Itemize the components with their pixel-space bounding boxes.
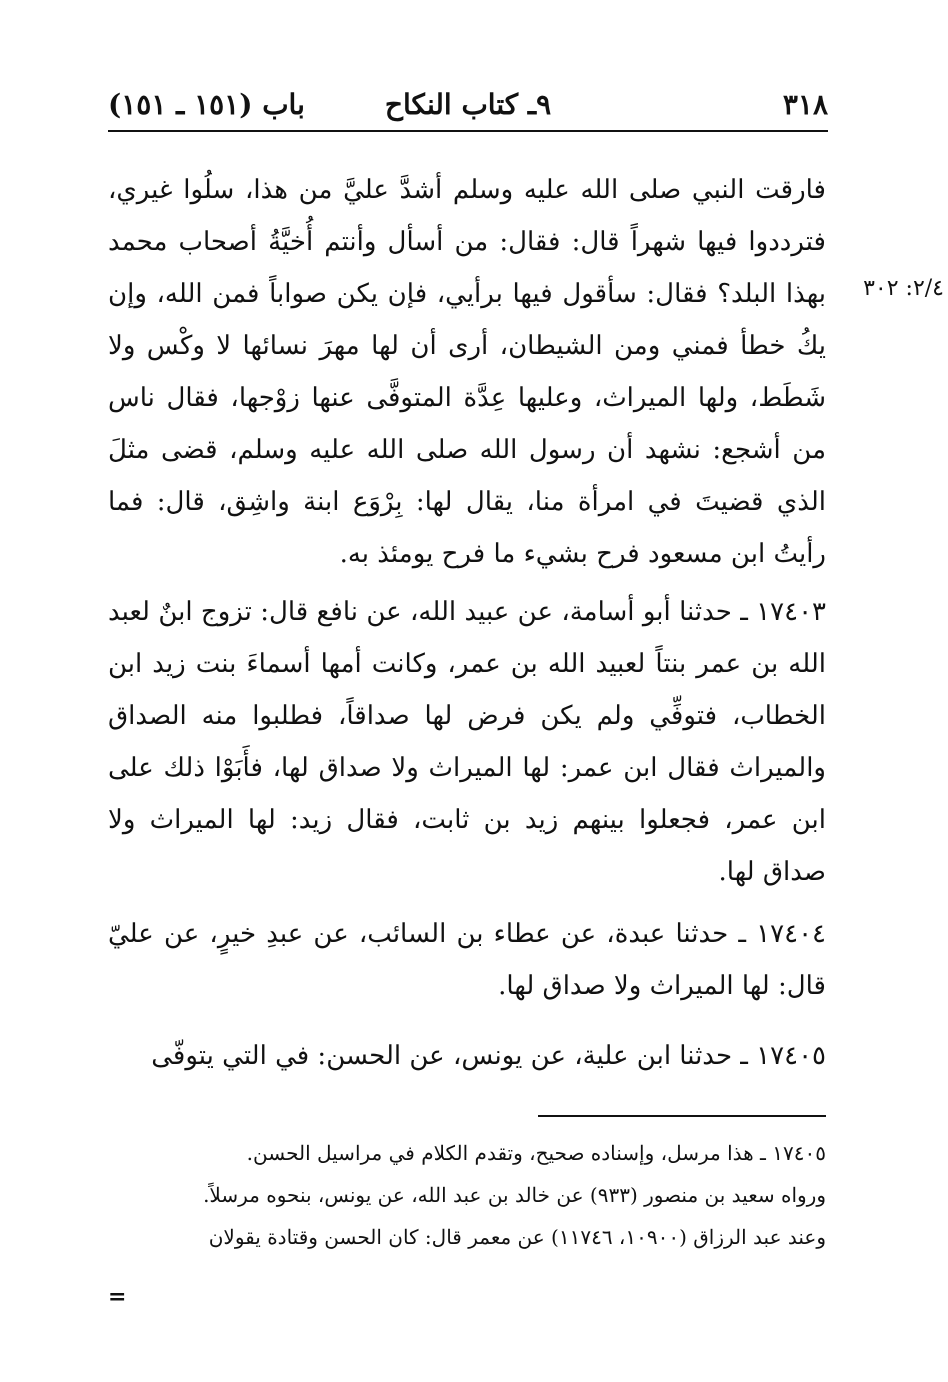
book-title: ٩ـ كتاب النكاح xyxy=(384,88,552,121)
footnote-line: وعند عبد الرزاق (١٠٩٠٠، ١١٧٤٦) عن معمر قال: كان الحسن وقتادة يقولان xyxy=(208,1225,826,1249)
header-divider xyxy=(108,130,828,132)
paragraph-continuation: فارقت النبي صلى الله عليه وسلم أشدَّ عليَّ من هذا، سلُوا غيري، فترددوا فيها شهراً قال: فقال: من أسأل وأنتم أُخيَّةُ أصحاب محمد بهذا البلد؟ فقال: سأقول فيها برأيي، فإن يكن صواباً فمن الله، وإن يكُ خطأ فمني ومن الشيطان، أرى أن لها مهرَ نسائها لا وكْس ولا شَطَط، ولها الميراث، وعليها عِدَّة المتوفَّى عنها زوْجها، فقال ناس من أشجع: نشهد أن رسول الله صلى الله عليه وسلم، قضى مثلَ الذي قضيتَ في امرأة منا، يقال لها: بِرْوَع ابنة واشِق، قال: فما رأيتُ ابن مسعود فرح بشيء ما فرح يومئذ به. xyxy=(108,175,826,569)
hadith-17403: ١٧٤٠٣ ـ حدثنا أبو أسامة، عن عبيد الله، عن نافع قال: تزوج ابنٌ لعبد الله بن عمر بنتاً لعبيد الله بن عمر، وكانت أمها أسماءَ بنت زيد ابن الخطاب، فتوفِّي ولم يكن فرض لها صداقاً، فطلبوا منه الصداق والميراث فقال ابن عمر: لها الميراث ولا صداق لها، فأَبَوْا ذلك على ابن عمر، فجعلوا بينهم زيد بن ثابت، فقال زيد: لها الميراث ولا صداق لها. xyxy=(108,597,826,887)
footnote-line: ورواه سعيد بن منصور (٩٣٣) عن خالد بن عبد الله، عن يونس، بنحوه مرسلاً. xyxy=(203,1183,826,1207)
margin-reference: ٢/٤: ٣٠٢ xyxy=(863,276,944,301)
page-number: ٣١٨ xyxy=(782,88,828,121)
hadith-17404: ١٧٤٠٤ ـ حدثنا عبدة، عن عطاء بن السائب، عن عبدِ خيرٍ، عن عليّ قال: لها الميراث ولا صداق لها. xyxy=(108,919,826,1001)
footnote-line: ١٧٤٠٥ ـ هذا مرسل، وإسناده صحيح، وتقدم الكلام في مراسيل الحسن. xyxy=(246,1141,826,1165)
page-header xyxy=(108,84,828,124)
hadith-17405: ١٧٤٠٥ ـ حدثنا ابن علية، عن يونس، عن الحسن: في التي يتوفّى xyxy=(151,1041,826,1071)
footnote-divider xyxy=(538,1115,826,1117)
continuation-mark: = xyxy=(108,1284,127,1310)
chapter-heading: باب (١٥١ ـ ١٥١) xyxy=(108,88,305,121)
footnotes xyxy=(108,1132,826,1258)
